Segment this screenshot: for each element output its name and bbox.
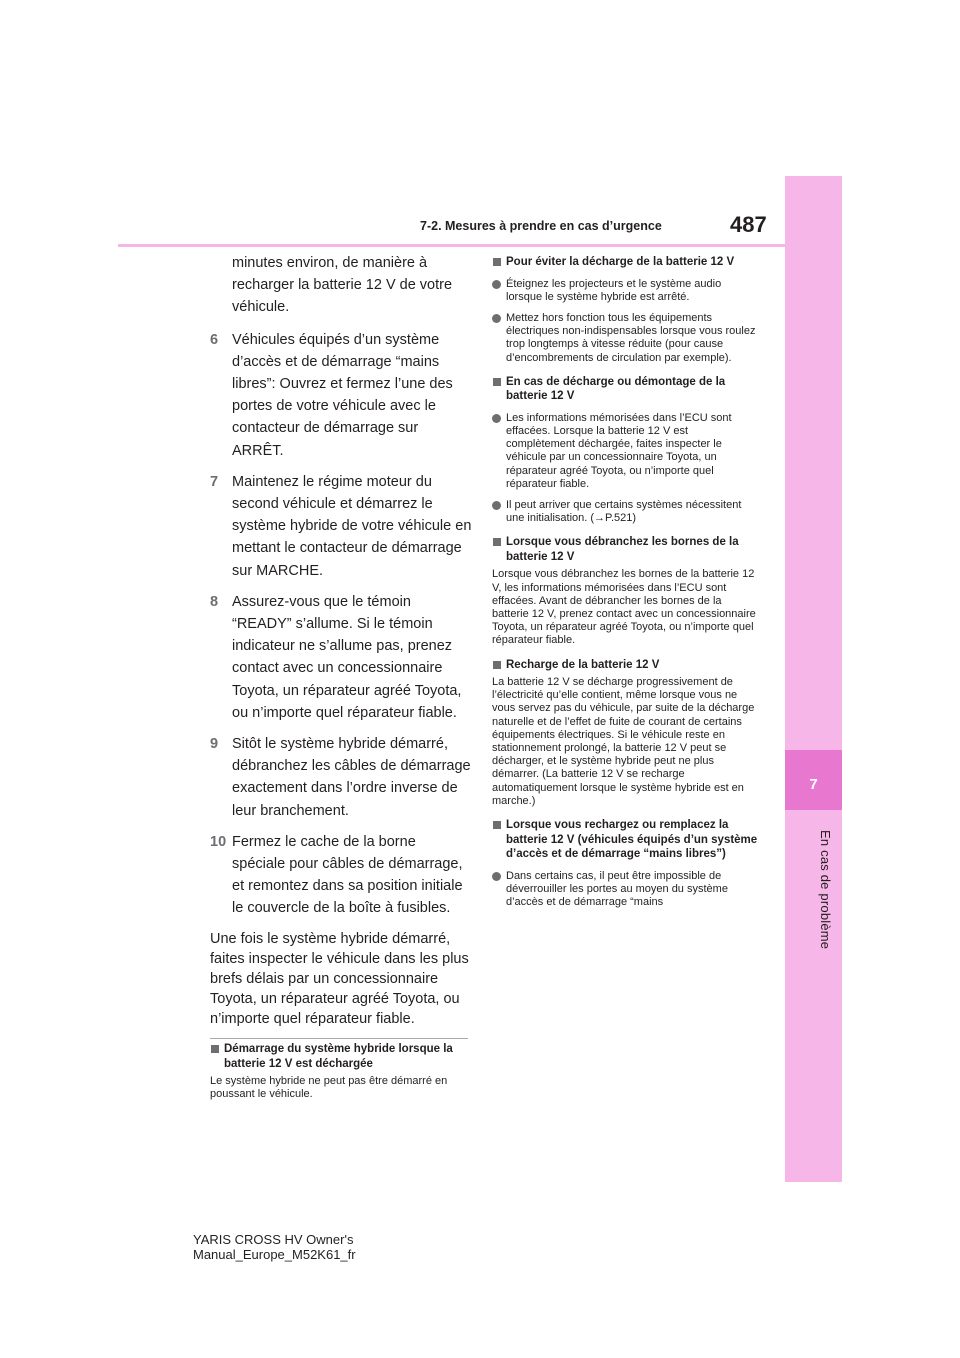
bullet-item [492, 499, 758, 525]
step-8 [210, 591, 472, 724]
step-text: Maintenez le régime moteur du second véhicule et démarrez le système hybride de votre véhicule en mettant le contacteur de démarrage sur MARCHE. [232, 473, 472, 579]
square-bullet-icon [493, 821, 501, 829]
note-heading-text: En cas de décharge ou démontage de la batterie 12 V [506, 375, 726, 403]
bullet-text: Éteignez les projecteurs et le système audio lorsque le système hybride est arrêté. [506, 277, 722, 303]
bullet-text: Mettez hors fonction tous les équipements électriques non-indispensables lorsque vous roulez trop longtemps à vitesse réduite (pour cause d’encombrements de circulation par exemple). [506, 311, 756, 364]
note-heading [492, 535, 758, 564]
note-heading [492, 818, 758, 862]
note-jump-start [210, 1042, 472, 1101]
round-bullet-icon [492, 501, 501, 510]
square-bullet-icon [493, 661, 501, 669]
square-bullet-icon [493, 538, 501, 546]
square-bullet-icon [493, 378, 501, 386]
note-heading [492, 255, 758, 270]
round-bullet-icon [492, 414, 501, 423]
round-bullet-icon [492, 872, 501, 881]
square-bullet-icon [493, 258, 501, 266]
right-column [492, 255, 758, 909]
bullet-item [492, 412, 758, 491]
note-heading [492, 375, 758, 404]
note-heading [210, 1042, 472, 1071]
step-10 [210, 831, 472, 920]
page-number: 487 [730, 212, 767, 237]
square-bullet-icon [211, 1045, 219, 1053]
bullet-item [492, 870, 758, 910]
step-text: Assurez-vous que le témoin “READY” s’allume. Si le témoin indicateur ne s’allume pas, prenez contact avec un concessionnaire Toyota, un réparateur agréé Toyota, ou n’importe quel réparateur fiable. [232, 593, 462, 721]
bullet-text: Il peut arriver que certains systèmes nécessitent une initialisation. (→P.521) [506, 498, 742, 525]
note-text: Lorsque vous débranchez les bornes de la batterie 12 V, les informations mémorisées dans l’ECU sont effacées. Avant de débrancher les bornes de la batterie 12 V, prenez contact avec un concessionnaire Toyota, un réparateur agréé Toyota, ou n’importe quel réparateur fiable. [492, 568, 756, 647]
step-text: Sitôt le système hybride démarré, débranchez les câbles de démarrage exactement dans l’ordre inverse de leur branchement. [232, 736, 471, 819]
step-9 [210, 733, 472, 822]
step-number: 10 [210, 833, 227, 850]
step-number: 8 [210, 593, 219, 610]
step-continued [210, 252, 472, 319]
step-number: 6 [210, 331, 219, 348]
step-number: 7 [210, 473, 219, 490]
bullet-text: Les informations mémorisées dans l’ECU sont effacées. Lorsque la batterie 12 V est complètement déchargée, faites inspecter le véhicule par un concessionnaire Toyota, un réparateur agréé Toyota, ou n’importe quel réparateur fiable. [506, 411, 732, 490]
chapter-number-tab: 7 [785, 750, 842, 810]
step-text: Fermez le cache de la borne spéciale pour câbles de démarrage, et remontez dans sa position initiale le couvercle de la boîte à fusibles. [232, 833, 463, 917]
note-heading [492, 658, 758, 673]
step-6 [210, 329, 472, 462]
header-rule [118, 244, 785, 247]
note-heading-text: Recharge de la batterie 12 V [506, 658, 660, 671]
round-bullet-icon [492, 314, 501, 323]
section-divider [210, 1038, 468, 1039]
bullet-item [492, 278, 758, 304]
note-text: Le système hybride ne peut pas être démarré en poussant le véhicule. [210, 1075, 448, 1101]
step-number: 9 [210, 736, 219, 753]
step-text: minutes environ, de manière à recharger la batterie 12 V de votre véhicule. [232, 255, 453, 316]
note-heading-text: Démarrage du système hybride lorsque la batterie 12 V est déchargée [224, 1043, 453, 1070]
note-heading-text: Pour éviter la décharge de la batterie 12 V [506, 256, 735, 268]
footer-manual-id: YARIS CROSS HV Owner's Manual_Europe_M52K61_fr [193, 1232, 356, 1262]
chapter-label: En cas de problème [818, 830, 833, 950]
section-title: 7-2. Mesures à prendre en cas d’urgence [420, 219, 662, 233]
bullet-item [492, 312, 758, 365]
closing-paragraph: Une fois le système hybride démarré, faites inspecter le véhicule dans les plus brefs délais par un concessionnaire Toyota, un réparateur agréé Toyota, ou n’importe quel réparateur fiable. [210, 930, 469, 1027]
round-bullet-icon [492, 280, 501, 289]
note-heading-text: Lorsque vous rechargez ou remplacez la batterie 12 V (véhicules équipés d’un système d’accès et de démarrage “mains libres”) [506, 819, 758, 861]
left-column [210, 252, 472, 1029]
note-text: La batterie 12 V se décharge progressivement de l’électricité qu’elle contient, même lorsque vous ne vous servez pas du véhicule, par suite de la décharge naturelle et de l’effet de fuite de courant de certains équipements électriques. Si le véhicule reste en stationnement prolongé, la batterie 12 V peut se décharger, et le système hybride peut ne plus démarrer. (La batterie 12 V se recharge automatiquement lorsque le système hybride est en marche.) [492, 676, 755, 807]
note-heading-text: Lorsque vous débranchez les bornes de la batterie 12 V [506, 536, 739, 563]
step-text: Véhicules équipés d’un système d’accès et de démarrage “mains libres”: Ouvrez et fermez l’une des portes de votre véhicule avec le contacteur de démarrage sur ARRÊT. [232, 331, 453, 459]
bullet-text: Dans certains cas, il peut être impossible de déverrouiller les portes au moyen du système d’accès et de démarrage “mains [506, 869, 728, 908]
step-7 [210, 471, 472, 582]
